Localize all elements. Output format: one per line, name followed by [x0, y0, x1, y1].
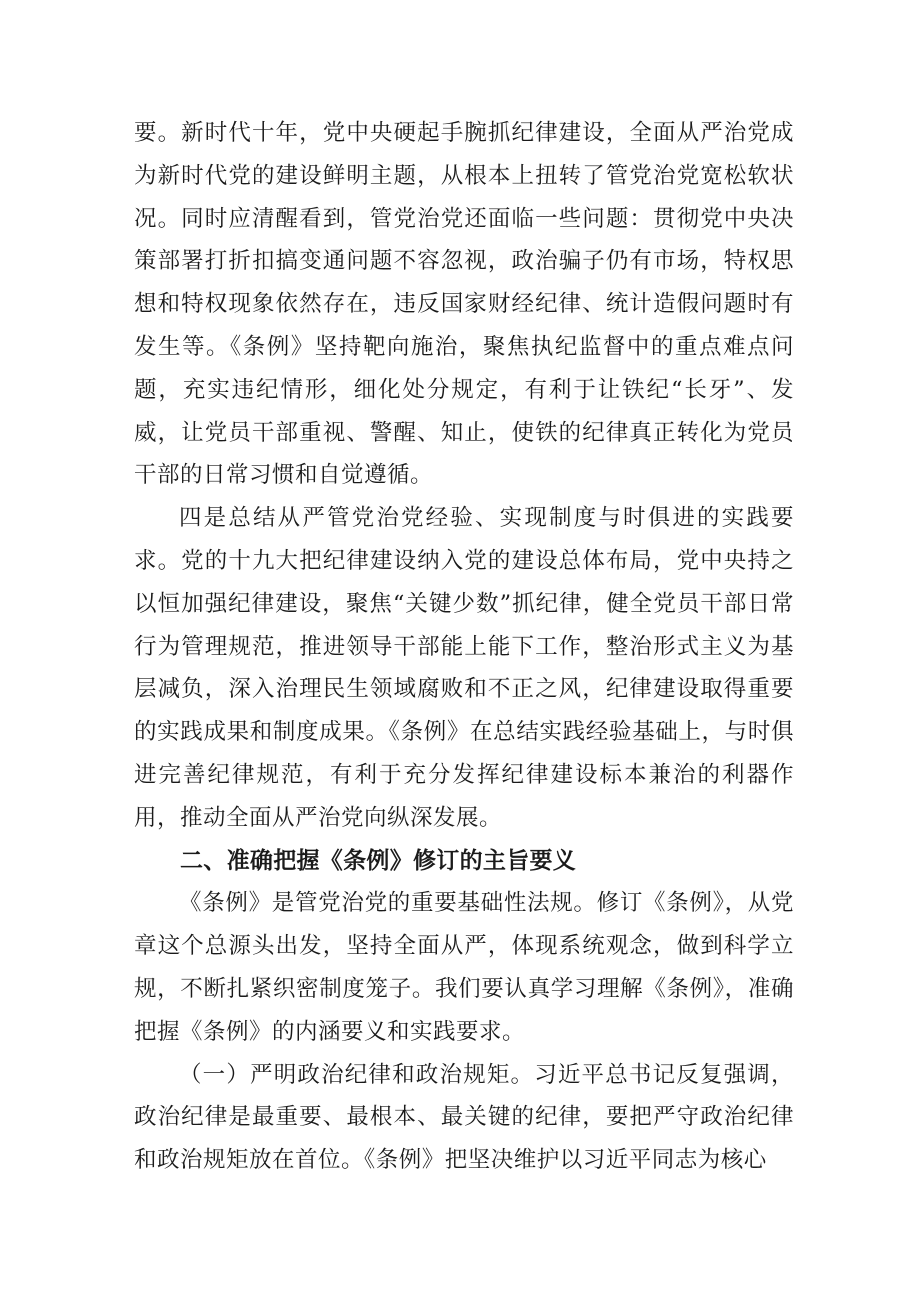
paragraph-continuation: 要。新时代十年，党中央硬起手腕抓纪律建设，全面从严治党成为新时代党的建设鲜明主题，从根本上扭转了管党治党宽松软状况。同时应清醒看到，管党治党还面临一些问题：贯彻党中央决策部署打折扣搞变通问题不容忽视，政治骗子仍有市场，特权思想和特权现象依然存在，违反国家财经纪律、统计造假问题时有发生等。《条例》坚持靶向施治，聚焦执纪监督中的重点难点问题，充实违纪情形，细化处分规定，有利于让铁纪“长牙”、发威，让党员干部重视、警醒、知止，使铁的纪律真正转化为党员干部的日常习惯和自觉遵循。: [134, 120, 794, 489]
section-heading: 二、准确把握《条例》修订的主旨要义: [180, 847, 577, 874]
paragraph-intro: 《条例》是管党治党的重要基础性法规。修订《条例》，从党章这个总源头出发，坚持全面从严，体现系统观念，做到科学立规，不断扎紧织密制度笼子。我们要认真学习理解《条例》，准确把握《条例》的内涵要义和实践要求。: [134, 890, 794, 1045]
paragraph-subsection-one: （一）严明政治纪律和政治规矩。习近平总书记反复强调，政治纪律是最重要、最根本、最关键的纪律，要把严守政治纪律和政治规矩放在首位。《条例》把坚决维护以习近平同志为核心: [134, 1061, 794, 1174]
document-body: [134, 112, 794, 1182]
paragraph-point-four: 四是总结从严管党治党经验、实现制度与时俱进的实践要求。党的十九大把纪律建设纳入党的建设总体布局，党中央持之以恒加强纪律建设，聚焦“关键少数”抓纪律，健全党员干部日常行为管理规范，推进领导干部能上能下工作，整治形式主义为基层减负，深入治理民生领域腐败和不正之风，纪律建设取得重要的实践成果和制度成果。《条例》在总结实践经验基础上，与时俱进完善纪律规范，有利于充分发挥纪律建设标本兼治的利器作用，推动全面从严治党向纵深发展。: [134, 505, 794, 831]
